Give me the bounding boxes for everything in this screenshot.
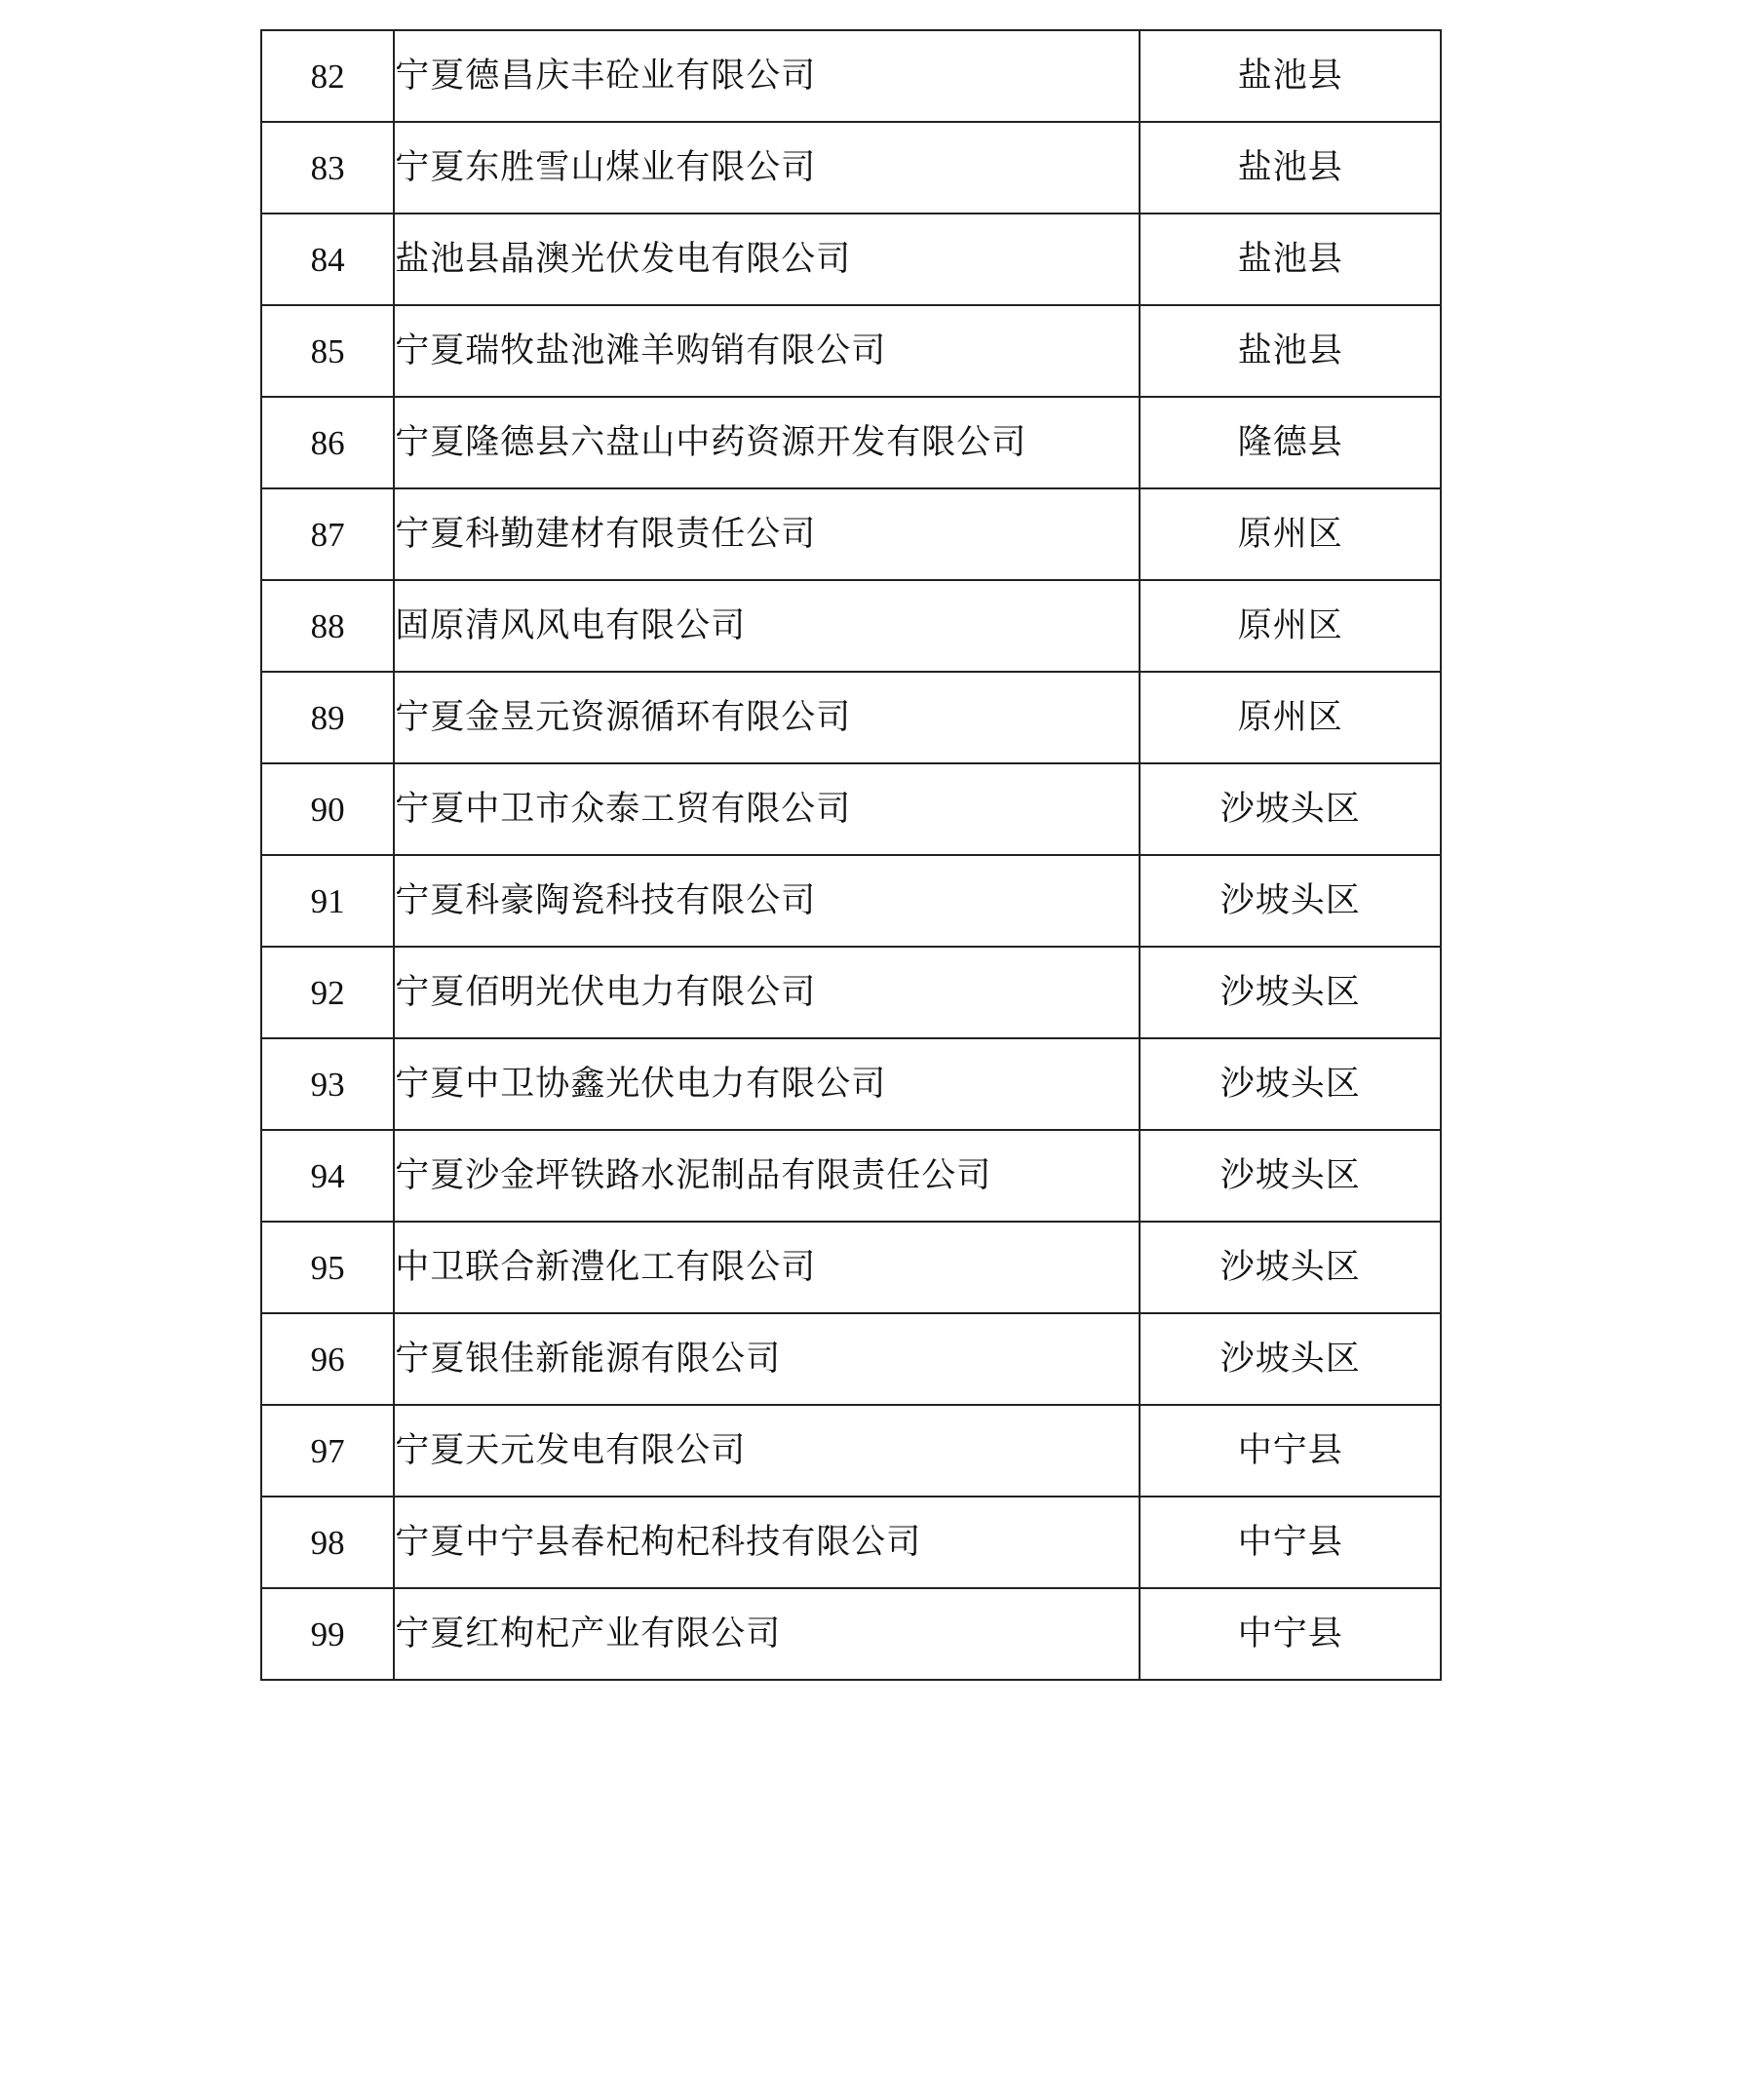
region: 沙坡头区 (1140, 1313, 1441, 1405)
row-number: 85 (261, 305, 394, 397)
table-row (261, 855, 1441, 947)
company-name: 宁夏金昱元资源循环有限公司 (394, 672, 1140, 763)
row-number: 92 (261, 947, 394, 1038)
region: 盐池县 (1140, 214, 1441, 305)
company-name: 宁夏科勤建材有限责任公司 (394, 488, 1140, 580)
table-row (261, 672, 1441, 763)
region: 沙坡头区 (1140, 763, 1441, 855)
company-name: 宁夏沙金坪铁路水泥制品有限责任公司 (394, 1130, 1140, 1222)
row-number: 97 (261, 1405, 394, 1497)
row-number: 82 (261, 30, 394, 122)
table-row (261, 1588, 1441, 1680)
table-row (261, 305, 1441, 397)
table-row (261, 122, 1441, 214)
region: 沙坡头区 (1140, 855, 1441, 947)
table-row (261, 1405, 1441, 1497)
row-number: 99 (261, 1588, 394, 1680)
region: 原州区 (1140, 488, 1441, 580)
company-name: 宁夏隆德县六盘山中药资源开发有限公司 (394, 397, 1140, 488)
region: 盐池县 (1140, 122, 1441, 214)
row-number: 93 (261, 1038, 394, 1130)
row-number: 87 (261, 488, 394, 580)
company-name: 盐池县晶澳光伏发电有限公司 (394, 214, 1140, 305)
row-number: 98 (261, 1497, 394, 1588)
region: 沙坡头区 (1140, 1222, 1441, 1313)
company-name: 宁夏银佳新能源有限公司 (394, 1313, 1140, 1405)
company-list-table (260, 29, 1442, 1681)
table-body (261, 30, 1441, 1680)
region: 原州区 (1140, 672, 1441, 763)
row-number: 96 (261, 1313, 394, 1405)
table-row (261, 763, 1441, 855)
company-name: 宁夏瑞牧盐池滩羊购销有限公司 (394, 305, 1140, 397)
table-row (261, 1313, 1441, 1405)
table-row (261, 1222, 1441, 1313)
company-name: 中卫联合新澧化工有限公司 (394, 1222, 1140, 1313)
company-name: 宁夏科豪陶瓷科技有限公司 (394, 855, 1140, 947)
company-name: 宁夏中宁县春杞枸杞科技有限公司 (394, 1497, 1140, 1588)
table-row (261, 397, 1441, 488)
table-row (261, 30, 1441, 122)
table-row (261, 214, 1441, 305)
company-name: 宁夏中卫协鑫光伏电力有限公司 (394, 1038, 1140, 1130)
company-name: 宁夏佰明光伏电力有限公司 (394, 947, 1140, 1038)
table-row (261, 1497, 1441, 1588)
row-number: 84 (261, 214, 394, 305)
row-number: 88 (261, 580, 394, 672)
table-row (261, 488, 1441, 580)
region: 盐池县 (1140, 305, 1441, 397)
row-number: 91 (261, 855, 394, 947)
company-name: 固原清风风电有限公司 (394, 580, 1140, 672)
region: 原州区 (1140, 580, 1441, 672)
row-number: 95 (261, 1222, 394, 1313)
row-number: 83 (261, 122, 394, 214)
table-row (261, 580, 1441, 672)
company-name: 宁夏东胜雪山煤业有限公司 (394, 122, 1140, 214)
row-number: 86 (261, 397, 394, 488)
region: 盐池县 (1140, 30, 1441, 122)
company-name: 宁夏天元发电有限公司 (394, 1405, 1140, 1497)
region: 沙坡头区 (1140, 947, 1441, 1038)
region: 中宁县 (1140, 1588, 1441, 1680)
region: 沙坡头区 (1140, 1038, 1441, 1130)
region: 隆德县 (1140, 397, 1441, 488)
row-number: 89 (261, 672, 394, 763)
company-name: 宁夏德昌庆丰砼业有限公司 (394, 30, 1140, 122)
table-row (261, 1038, 1441, 1130)
row-number: 90 (261, 763, 394, 855)
table-row (261, 947, 1441, 1038)
company-name: 宁夏红枸杞产业有限公司 (394, 1588, 1140, 1680)
document-page (260, 29, 1442, 1681)
region: 中宁县 (1140, 1405, 1441, 1497)
company-name: 宁夏中卫市众泰工贸有限公司 (394, 763, 1140, 855)
table-row (261, 1130, 1441, 1222)
region: 沙坡头区 (1140, 1130, 1441, 1222)
row-number: 94 (261, 1130, 394, 1222)
region: 中宁县 (1140, 1497, 1441, 1588)
